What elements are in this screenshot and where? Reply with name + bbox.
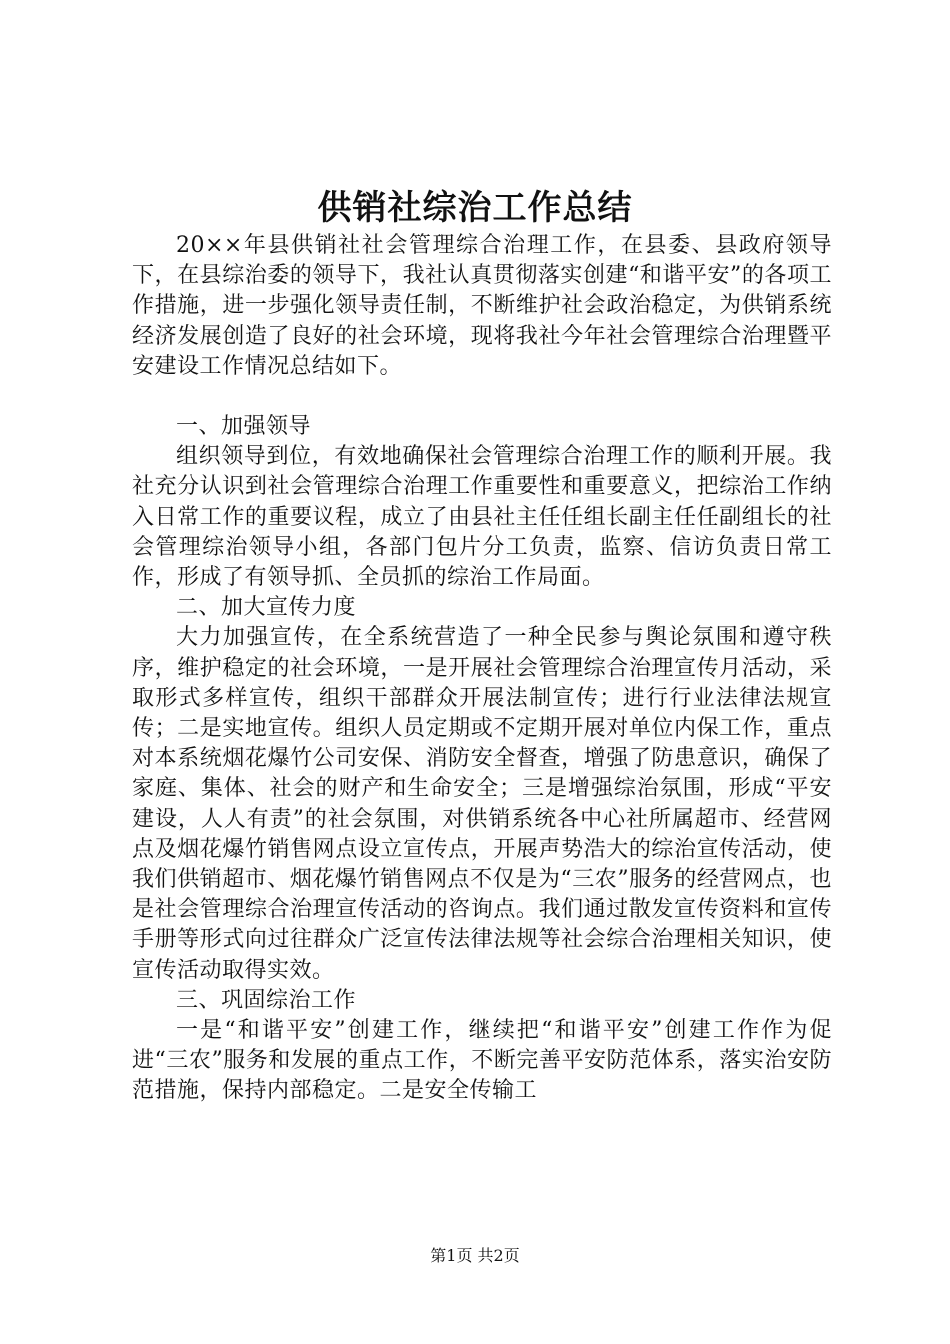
paragraph-gap: [132, 382, 832, 412]
page-footer: 第1页 共2页: [430, 1246, 520, 1265]
document-title: 供销社综治工作总结: [317, 188, 633, 228]
section-body-2: 大力加强宣传，在全系统营造了一种全民参与舆论氛围和遵守秩序，维护稳定的社会环境，一是开展社会管理综合治理宣传月活动，采取形式多样宣传，组织干部群众开展法制宣传；进行行业法律法规宣传；二是实地宣传。组织人员定期或不定期开展对单位内保工作，重点对本系统烟花爆竹公司安保、消防安全督查，增强了防患意识，确保了家庭、集体、社会的财产和生命安全；三是增强综治氛围，形成“平安建设，人人有责”的社会氛围，对供销系统各中心社所属超市、经营网点及烟花爆竹销售网点设立宣传点，开展声势浩大的综治宣传活动，使我们供销超市、烟花爆竹销售网点不仅是为“三农”服务的经营网点，也是社会管理综合治理宣传活动的咨询点。我们通过散发宣传资料和宣传手册等形式向过往群众广泛宣传法律法规等社会综合治理相关知识，使宣传活动取得实效。: [132, 625, 832, 983]
document-body: [132, 231, 832, 1107]
section-body-1: 组织领导到位，有效地确保社会管理综合治理工作的顺利开展。我社充分认识到社会管理综合治理工作重要性和重要意义，把综治工作纳入日常工作的重要议程，成立了由县社主任任组长副主任任副组长的社会管理综治领导小组，各部门包片分工负责，监察、信访负责日常工作，形成了有领导抓、全员抓的综治工作局面。: [132, 444, 832, 591]
section-heading-1: 一、加强领导: [176, 414, 312, 440]
section-heading-2: 二、加大宣传力度: [176, 595, 357, 621]
intro-paragraph: 20××年县供销社社会管理综合治理工作，在县委、县政府领导下，在县综治委的领导下，我社认真贯彻落实创建“和谐平安”的各项工作措施，进一步强化领导责任制，不断维护社会政治稳定，为供销系统经济发展创造了良好的社会环境，现将我社今年社会管理综合治理暨平安建设工作情况总结如下。: [132, 233, 832, 379]
section-body-3: 一是“和谐平安”创建工作，继续把“和谐平安”创建工作作为促进“三农”服务和发展的重点工作，不断完善平安防范体系，落实治安防范措施，保持内部稳定。二是安全传输工: [132, 1018, 832, 1104]
section-heading-3: 三、巩固综治工作: [176, 987, 357, 1013]
